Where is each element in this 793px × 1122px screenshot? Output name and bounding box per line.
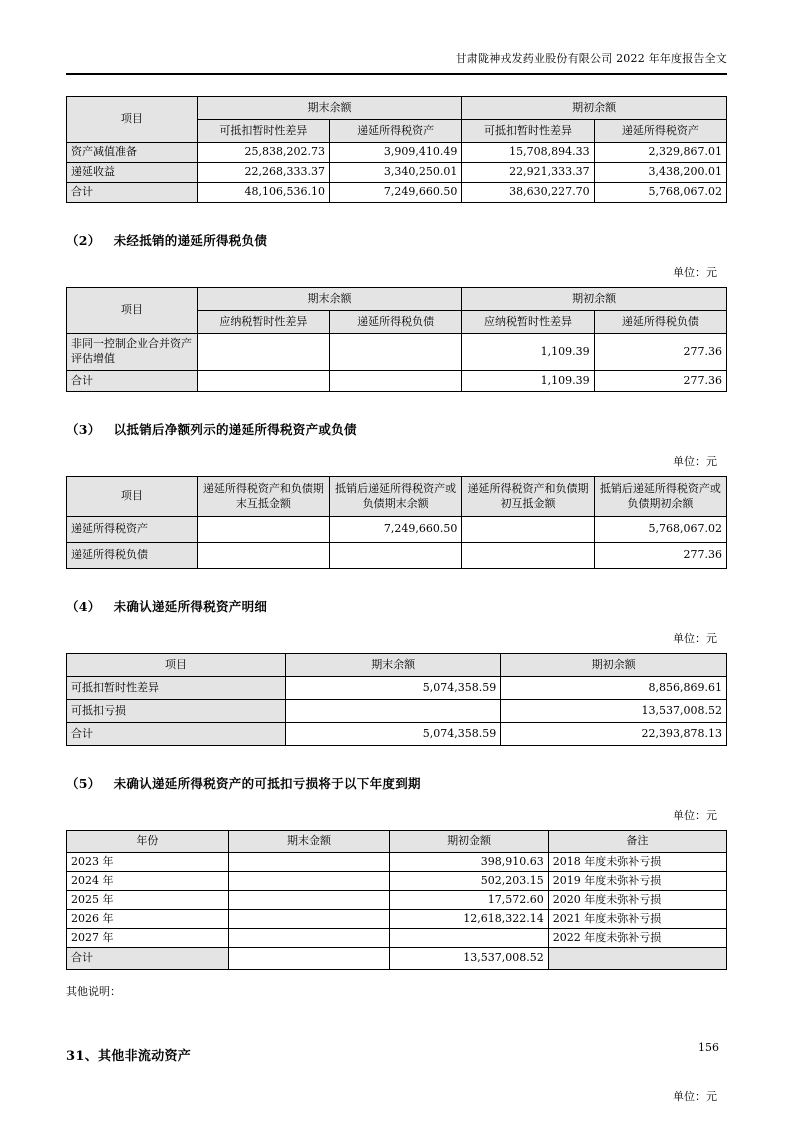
table-row (67, 543, 727, 569)
table-cell: 15,708,894.33 (462, 143, 594, 163)
table-cell (228, 853, 390, 872)
column-header: 期末金额 (228, 831, 390, 853)
column-header: 备注 (548, 831, 726, 853)
table-cell: 7,249,660.50 (330, 183, 462, 203)
table-cell: 277.36 (594, 334, 726, 371)
section-title: 未确认递延所得税资产的可抵扣亏损将于以下年度到期 (113, 776, 421, 791)
table-row (67, 853, 727, 872)
row-label: 递延收益 (67, 163, 198, 183)
column-header: 递延所得税负债 (330, 311, 462, 334)
section-5-heading (66, 774, 727, 792)
table-row (67, 700, 727, 723)
table-cell (390, 929, 548, 948)
table-cell: 502,203.15 (390, 872, 548, 891)
table-header-row (67, 477, 727, 517)
column-header-item: 项目 (67, 477, 198, 517)
table-cell-note: 2019 年度未弥补亏损 (548, 872, 726, 891)
table-cell (286, 700, 501, 723)
table-total-row (67, 371, 727, 392)
section-2-heading (66, 231, 727, 249)
table-cell: 3,340,250.01 (330, 163, 462, 183)
section-number: （2） (66, 233, 101, 248)
table-cell (228, 948, 390, 970)
net-deferred-tax-table (66, 476, 727, 569)
row-label: 2026 年 (67, 910, 229, 929)
table-cell: 25,838,202.73 (197, 143, 329, 163)
table-cell: 3,438,200.01 (594, 163, 726, 183)
section-number: （5） (66, 776, 101, 791)
table-cell: 7,249,660.50 (330, 517, 462, 543)
table-cell: 2,329,867.01 (594, 143, 726, 163)
unit-label: 单位：元 (673, 266, 717, 279)
column-header: 递延所得税资产和负债期初互抵金额 (462, 477, 594, 517)
unit-label: 单位：元 (673, 632, 717, 645)
row-label: 可抵扣亏损 (67, 700, 286, 723)
table-row (67, 143, 727, 163)
column-header: 可抵扣暂时性差异 (197, 120, 329, 143)
row-label: 合计 (67, 371, 198, 392)
table-cell: 22,921,333.37 (462, 163, 594, 183)
row-label: 2023 年 (67, 853, 229, 872)
column-group-ending-balance: 期末余额 (197, 288, 462, 311)
table-header-row (67, 654, 727, 677)
unrecognized-deferred-tax-assets-table (66, 653, 727, 746)
table-cell: 277.36 (594, 371, 726, 392)
table-cell: 22,268,333.37 (197, 163, 329, 183)
column-header: 期末余额 (286, 654, 501, 677)
table-cell-note: 2021 年度未弥补亏损 (548, 910, 726, 929)
table-cell-note (548, 948, 726, 970)
table-row (67, 677, 727, 700)
table-cell (228, 891, 390, 910)
table-cell: 3,909,410.49 (330, 143, 462, 163)
column-header-item: 项目 (67, 654, 286, 677)
column-header: 期初余额 (501, 654, 727, 677)
column-header: 期初金额 (390, 831, 548, 853)
page-number: 156 (698, 1041, 719, 1054)
table-header-row (67, 97, 727, 120)
section-31-heading: 31、其他非流动资产 (66, 1049, 192, 1064)
table-row (67, 517, 727, 543)
deferred-tax-liabilities-table (66, 287, 727, 392)
section-title: 未经抵销的递延所得税负债 (113, 233, 268, 248)
column-header: 可抵扣暂时性差异 (462, 120, 594, 143)
column-group-beginning-balance: 期初余额 (462, 97, 727, 120)
table-cell (462, 543, 594, 569)
row-label: 合计 (67, 723, 286, 746)
table-row (67, 910, 727, 929)
table-row (67, 929, 727, 948)
column-header: 应纳税暂时性差异 (462, 311, 594, 334)
column-header: 抵销后递延所得税资产或负债期末余额 (330, 477, 462, 517)
table-cell (228, 929, 390, 948)
row-label: 资产减值准备 (67, 143, 198, 163)
table-cell-note: 2018 年度未弥补亏损 (548, 853, 726, 872)
table-cell (462, 517, 594, 543)
section-number: （3） (66, 422, 101, 437)
table-cell (197, 334, 329, 371)
table-cell: 17,572.60 (390, 891, 548, 910)
row-label: 合计 (67, 183, 198, 203)
table-cell: 1,109.39 (462, 334, 594, 371)
row-label: 合计 (67, 948, 229, 970)
column-header-year: 年份 (67, 831, 229, 853)
table-row (67, 872, 727, 891)
section-4-heading (66, 597, 727, 615)
table-cell-note: 2020 年度未弥补亏损 (548, 891, 726, 910)
table-cell: 398,910.63 (390, 853, 548, 872)
section-title: 以抵销后净额列示的递延所得税资产或负债 (113, 422, 357, 437)
table-cell (228, 872, 390, 891)
table-cell: 13,537,008.52 (390, 948, 548, 970)
column-header: 抵销后递延所得税资产或负债期初余额 (594, 477, 726, 517)
section-3-heading (66, 420, 727, 438)
table-row (67, 163, 727, 183)
table-cell: 13,537,008.52 (501, 700, 727, 723)
report-header-title: 甘肃陇神戎发药业股份有限公司 2022 年年度报告全文 (66, 50, 727, 75)
row-label: 递延所得税负债 (67, 543, 198, 569)
table-total-row (67, 183, 727, 203)
table-cell (330, 334, 462, 371)
column-header: 应纳税暂时性差异 (197, 311, 329, 334)
row-label: 非同一控制企业合并资产评估增值 (67, 334, 198, 371)
unit-label: 单位：元 (673, 1090, 717, 1103)
table-cell: 38,630,227.70 (462, 183, 594, 203)
table-cell: 277.36 (594, 543, 726, 569)
deferred-tax-assets-detail-table (66, 96, 727, 203)
column-header: 递延所得税资产和负债期末互抵金额 (197, 477, 329, 517)
table-header-row (67, 831, 727, 853)
table-cell: 5,074,358.59 (286, 677, 501, 700)
column-header: 递延所得税资产 (594, 120, 726, 143)
table-row (67, 891, 727, 910)
column-group-ending-balance: 期末余额 (197, 97, 462, 120)
table-cell: 5,768,067.02 (594, 183, 726, 203)
row-label: 递延所得税资产 (67, 517, 198, 543)
row-label: 2027 年 (67, 929, 229, 948)
other-notes-label: 其他说明： (66, 985, 121, 998)
table-cell: 12,618,322.14 (390, 910, 548, 929)
column-group-beginning-balance: 期初余额 (462, 288, 727, 311)
table-cell (330, 371, 462, 392)
table-total-row (67, 723, 727, 746)
table-cell (330, 543, 462, 569)
column-header-item: 项目 (67, 288, 198, 334)
column-header: 递延所得税资产 (330, 120, 462, 143)
section-number: （4） (66, 599, 101, 614)
table-cell: 1,109.39 (462, 371, 594, 392)
table-cell (197, 517, 329, 543)
row-label: 2025 年 (67, 891, 229, 910)
table-cell: 8,856,869.61 (501, 677, 727, 700)
unit-label: 单位：元 (673, 809, 717, 822)
unit-label: 单位：元 (673, 455, 717, 468)
column-header: 递延所得税负债 (594, 311, 726, 334)
row-label: 可抵扣暂时性差异 (67, 677, 286, 700)
table-cell-note: 2022 年度未弥补亏损 (548, 929, 726, 948)
table-cell: 5,074,358.59 (286, 723, 501, 746)
table-cell (228, 910, 390, 929)
table-cell (197, 543, 329, 569)
section-title: 未确认递延所得税资产明细 (113, 599, 268, 614)
column-header-item: 项目 (67, 97, 198, 143)
table-header-row (67, 288, 727, 311)
table-cell: 22,393,878.13 (501, 723, 727, 746)
deductible-losses-expiry-table (66, 830, 727, 970)
table-cell (197, 371, 329, 392)
table-row (67, 334, 727, 371)
table-total-row (67, 948, 727, 970)
table-cell: 5,768,067.02 (594, 517, 726, 543)
row-label: 2024 年 (67, 872, 229, 891)
table-cell: 48,106,536.10 (197, 183, 329, 203)
